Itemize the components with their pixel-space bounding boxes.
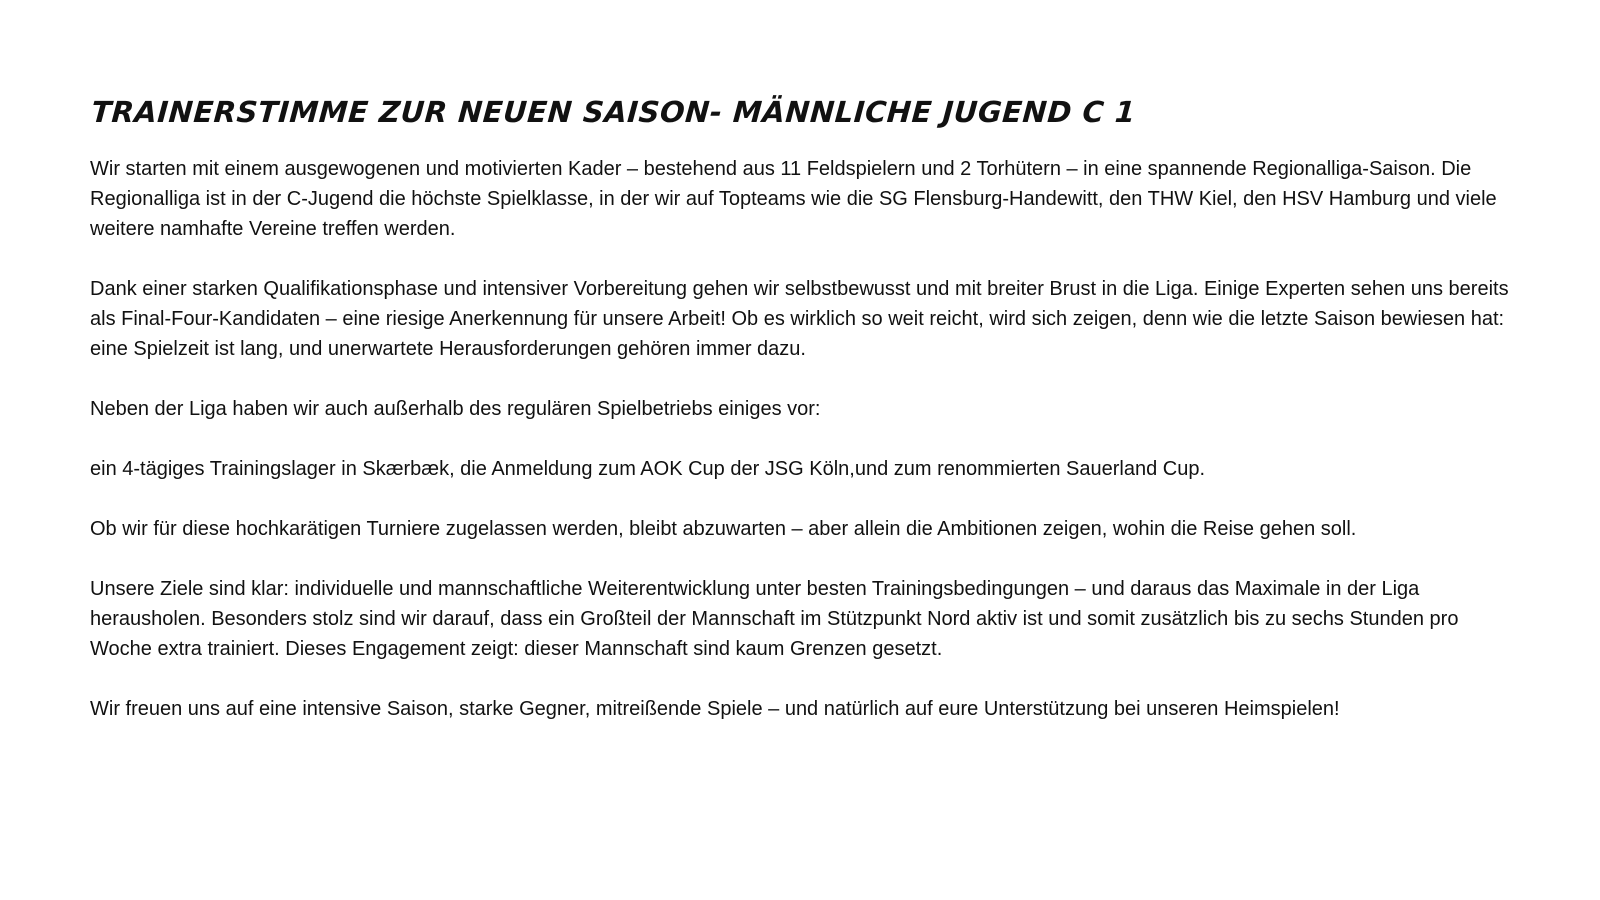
paragraph-heimspiele: Wir freuen uns auf eine intensive Saison, starke Gegner, mitreißende Spiele – und natürlich auf eure Unterstützung bei unseren Heimspielen! xyxy=(90,698,1340,720)
paragraph-qualifikation: Dank einer starken Qualifikationsphase und intensiver Vorbereitung gehen wir selbstbewusst und mit breiter Brust in die Liga. Einige Experten sehen uns bereits als Final-Four-Kandidaten – eine riesige Anerkennung für unsere Arbeit! Ob es wirklich so weit reicht, wird sich zeigen, denn wie die letzte Saison bewiesen hat: eine Spielzeit ist lang, und unerwartete Herausforderungen gehören immer dazu. xyxy=(90,278,1509,360)
paragraph-trainingslager: ein 4-tägiges Trainingslager in Skærbæk, die Anmeldung zum AOK Cup der JSG Köln,und zum renommierten Sauerland Cup. xyxy=(90,458,1206,480)
paragraph-ziele: Unsere Ziele sind klar: individuelle und mannschaftliche Weiterentwicklung unter besten Trainingsbedingungen – und daraus das Maximale in der Liga herausholen. Besonders stolz sind wir darauf, dass ein Großteil der Mannschaft im Stützpunkt Nord aktiv ist und somit zusätzlich bis zu sechs Stunden pro Woche extra trainiert. Dieses Engagement zeigt: dieser Mannschaft sind kaum Grenzen gesetzt. xyxy=(90,578,1459,660)
page-title: TRAINERSTIMME ZUR NEUEN SAISON- MÄNNLICHE JUGEND C 1 xyxy=(90,95,1137,129)
paragraph-neben-der-liga: Neben der Liga haben wir auch außerhalb des regulären Spielbetriebs einiges vor: xyxy=(90,398,821,420)
article-body xyxy=(90,154,1510,724)
paragraph-turniere: Ob wir für diese hochkarätigen Turniere zugelassen werden, bleibt abzuwarten – aber allein die Ambitionen zeigen, wohin die Reise gehen soll. xyxy=(90,518,1357,540)
paragraph-kader: Wir starten mit einem ausgewogenen und motivierten Kader – bestehend aus 11 Feldspielern und 2 Torhütern – in eine spannende Regionalliga-Saison. Die Regionalliga ist in der C-Jugend die höchste Spielklasse, in der wir auf Topteams wie die SG Flensburg-Handewitt, den THW Kiel, den HSV Hamburg und viele weitere namhafte Vereine treffen werden. xyxy=(90,158,1497,240)
